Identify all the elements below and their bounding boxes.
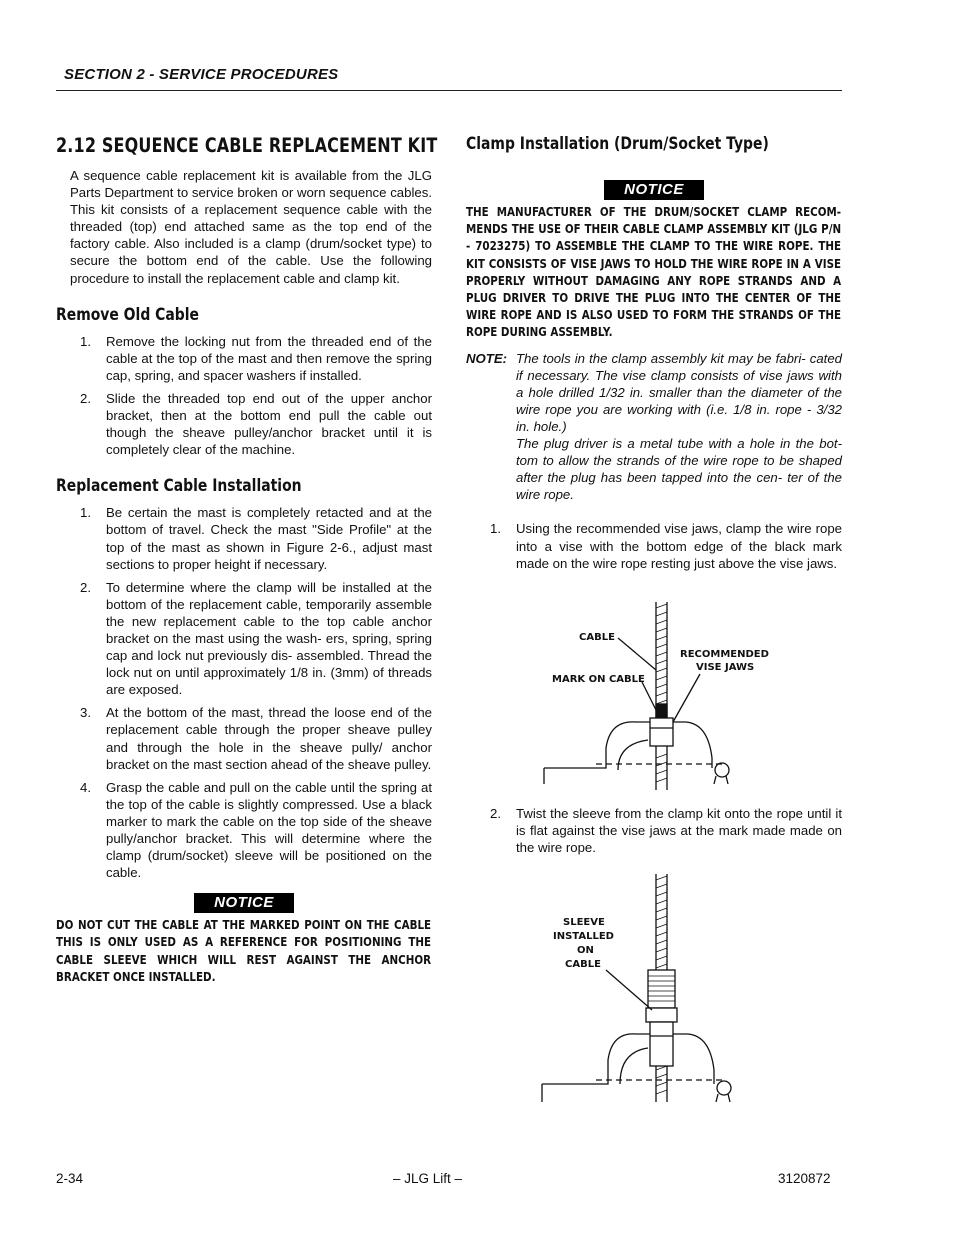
replacement-cable-heading: Replacement Cable Installation — [56, 476, 302, 497]
list-item — [56, 579, 432, 699]
document-number: 3120872 — [778, 1171, 831, 1186]
installed-label: INSTALLED — [553, 931, 614, 942]
clamp-step-2 — [466, 805, 842, 862]
step-text: To determine where the clamp will be installed at the bottom of the replacement cable, temporarily assemble the new replacement cable to the top cable anchor bracket on the mast using the wash- ers, spring, spring cap and lock nut previously dis- assembled. Thread the lock nut on until approximately 1/8 in. (3mm) of threads are exposed. — [106, 579, 432, 698]
step-number: 2. — [80, 579, 91, 595]
page-number: 2-34 — [56, 1171, 84, 1186]
list-item — [56, 333, 432, 384]
clamp-step-1 — [466, 520, 842, 571]
vise-jaws-label: VISE JAWS — [696, 662, 755, 673]
remove-steps-list — [56, 333, 432, 459]
step-number: 1. — [80, 505, 91, 521]
step-text: At the bottom of the mast, thread the loose end of the replacement cable through the proper sheave pulley and through the hole in the sheave pully/ anchor bracket on the mast section ahead of the sheave pulley. — [106, 705, 432, 772]
list-item — [56, 504, 432, 572]
step-number: 1. — [80, 333, 91, 349]
notice-text: THE MANUFACTURER OF THE DRUM/SOCKET CLAMP RECOM- MENDS THE USE OF THEIR CABLE CLAMP ASSEMBLY KIT (JLG P/N - 7023275) TO ASSEMBLE THE CLAMP TO THE WIRE ROPE. THE KIT CONSISTS OF VISE JAWS TO HOLD THE WIRE ROPE IN A VISE PROPERLY WITHOUT DAMAGING ANY ROPE STRANDS AND A PLUG DRIVER TO DRIVE THE PLUG INTO THE CENTER OF THE WIRE ROPE AND IS ALSO USED TO FORM THE STRANDS OF THE ROPE DURING ASSEMBLY. — [466, 205, 842, 340]
step-number: 4. — [80, 779, 91, 795]
list-item — [466, 520, 842, 571]
clamp-installation-heading: Clamp Installation (Drum/Socket Type) — [466, 134, 769, 154]
cable-label-2: CABLE — [565, 959, 601, 970]
step-text: Slide the threaded top end out of the upper anchor bracket, then at the bottom end pull the cable out though the sheave pulley/anchor bracket until it is completely clear of the machine. — [106, 390, 432, 458]
footer-center: – JLG Lift – — [393, 1171, 463, 1186]
section-title: 2.12 SEQUENCE CABLE REPLACEMENT KIT — [56, 134, 438, 157]
list-item — [56, 704, 432, 772]
sleeve-installed-figure — [536, 870, 746, 1105]
note-text: The plug driver is a metal tube with a hole in the bot- tom to allow the strands of the wire rope to be shaped after the plug has been tapped into the cen- ter of the wire rope. — [516, 436, 842, 503]
vise-jaws-figure — [536, 598, 746, 793]
recommended-label: RECOMMENDED — [680, 649, 769, 660]
notice-badge: NOTICE — [194, 893, 294, 913]
step-number: 2. — [490, 806, 501, 821]
notice-text: DO NOT CUT THE CABLE AT THE MARKED POINT ON THE CABLE THIS IS ONLY USED AS A REFERENCE FOR POSITIONING THE CABLE SLEEVE WHICH WILL REST AGAINST THE ANCHOR BRACKET ONCE INSTALLED. — [56, 918, 432, 984]
section-header: SECTION 2 - SERVICE PROCEDURES — [64, 66, 339, 83]
step-text: Using the recommended vise jaws, clamp the wire rope into a vise with the bottom edge of the black mark made on the wire rope resting just above the vise jaws. — [516, 521, 842, 571]
right-column — [466, 134, 842, 578]
cable-label: CABLE — [579, 632, 615, 643]
step-text: Be certain the mast is completely retacted and at the bottom of travel. Check the mast "Side Profile" at the top of the mast as shown in Figure 2-6., adjust mast sections to proper height if necessary. — [106, 505, 432, 572]
step-number: 2. — [80, 390, 91, 406]
list-item — [56, 779, 432, 882]
sleeve-label: SLEEVE — [563, 917, 605, 928]
step-number: 3. — [80, 705, 91, 721]
header-rule — [56, 90, 842, 91]
left-column — [56, 134, 438, 986]
replace-steps-list — [56, 504, 432, 881]
step-text: Twist the sleeve from the clamp kit onto the rope until it is flat against the vise jaws at the mark made made on the wire rope. — [516, 806, 842, 856]
list-item — [466, 805, 842, 856]
step-number: 1. — [490, 521, 501, 537]
intro-paragraph: A sequence cable replacement kit is available from the JLG Parts Department to service broken or worn sequence cables. This kit consists of a replacement sequence cable with the threaded (top) end attached same as the top end of the factory cable. Also included is a clamp (drum/socket type) to secure the bottom end of the cable. Use the following procedure to install the replacement cable and clamp kit. — [70, 168, 432, 286]
on-label: ON — [577, 945, 594, 956]
list-item — [56, 390, 432, 458]
mark-on-cable-label: MARK ON CABLE — [552, 674, 645, 685]
note-label: NOTE: — [466, 350, 508, 366]
remove-old-cable-heading: Remove Old Cable — [56, 304, 200, 325]
step-text: Grasp the cable and pull on the cable until the spring at the top of the cable is slightly compressed. Use a black marker to mark the cable on the top side of the sheave pully/anchor bracket. This will determine where the clamp (drum/socket) sleeve will be positioned on the cable. — [106, 779, 432, 881]
notice-badge: NOTICE — [604, 180, 704, 200]
note-text: The tools in the clamp assembly kit may be fabri- cated if necessary. The vise clamp consists of vise jaws with a hole drilled 1/32 in. smaller than the diameter of the wire rope you are working with (i.e. 1/8 in. rope - 3/32 in. hole.) — [516, 350, 842, 434]
step-text: Remove the locking nut from the threaded end of the cable at the top of the mast and then remove the spring cap, spring, and spacer washers if installed. — [106, 333, 432, 383]
note-block — [466, 350, 842, 504]
